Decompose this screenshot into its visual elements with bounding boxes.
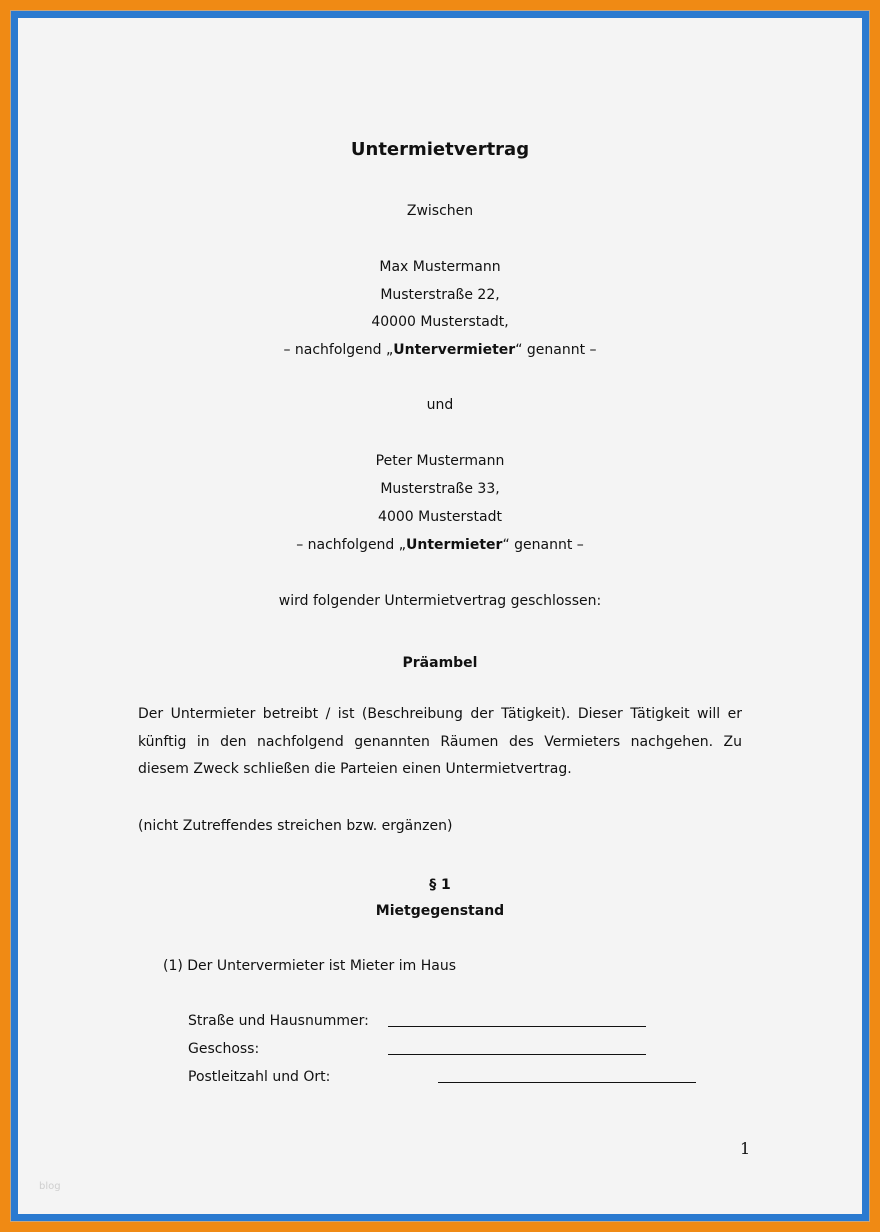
concluded-text: wird folgender Untermietvertrag geschlossen: <box>278 593 602 609</box>
role-prefix: – nachfolgend „ <box>296 537 407 553</box>
section-heading: Mietgegenstand <box>375 903 505 919</box>
tenant-name: Peter Mustermann <box>375 453 505 469</box>
field-blank-floor[interactable] <box>388 1040 646 1060</box>
preamble-note: (nicht Zutreffendes streichen bzw. ergänzen) <box>138 818 453 834</box>
clause-1: (1) Der Untervermieter ist Mieter im Haus <box>163 958 456 974</box>
field-blank-postcode[interactable] <box>438 1068 696 1088</box>
preamble-text: Der Untermieter betreibt / ist (Beschreibung der Tätigkeit). Dieser Tätigkeit will er künftig in den nachfolgend genannten Räumen des Vermieters nachgehen. Zu diesem Zweck schließen die Parteien einen Untermietvertrag. <box>138 706 742 777</box>
document-title: Untermietvertrag <box>350 139 530 160</box>
landlord-name: Max Mustermann <box>379 259 501 275</box>
landlord-city: 40000 Musterstadt, <box>371 314 509 330</box>
role-prefix: – nachfolgend „ <box>283 342 394 358</box>
tenant-street: Musterstraße 33, <box>380 481 500 497</box>
role-name: Untervermieter <box>393 342 516 358</box>
field-label-floor: Geschoss: <box>188 1041 260 1057</box>
role-suffix: “ genannt – <box>502 537 584 553</box>
field-label-postcode: Postleitzahl und Ort: <box>188 1069 331 1085</box>
preamble-heading: Präambel <box>402 655 478 671</box>
tenant-city: 4000 Musterstadt <box>378 509 502 525</box>
role-suffix: “ genannt – <box>515 342 597 358</box>
watermark: blog <box>39 1181 61 1192</box>
field-blank-street[interactable] <box>388 1012 646 1032</box>
landlord-street: Musterstraße 22, <box>380 287 500 303</box>
role-name: Untermieter <box>406 537 503 553</box>
tenant-role <box>18 536 862 554</box>
page-number: 1 <box>740 1139 751 1158</box>
landlord-role <box>18 341 862 359</box>
between-label: Zwischen <box>406 203 474 219</box>
field-label-street: Straße und Hausnummer: <box>188 1013 369 1029</box>
document-page <box>18 18 862 1214</box>
and-label: und <box>426 397 454 413</box>
section-number: § 1 <box>429 877 451 893</box>
